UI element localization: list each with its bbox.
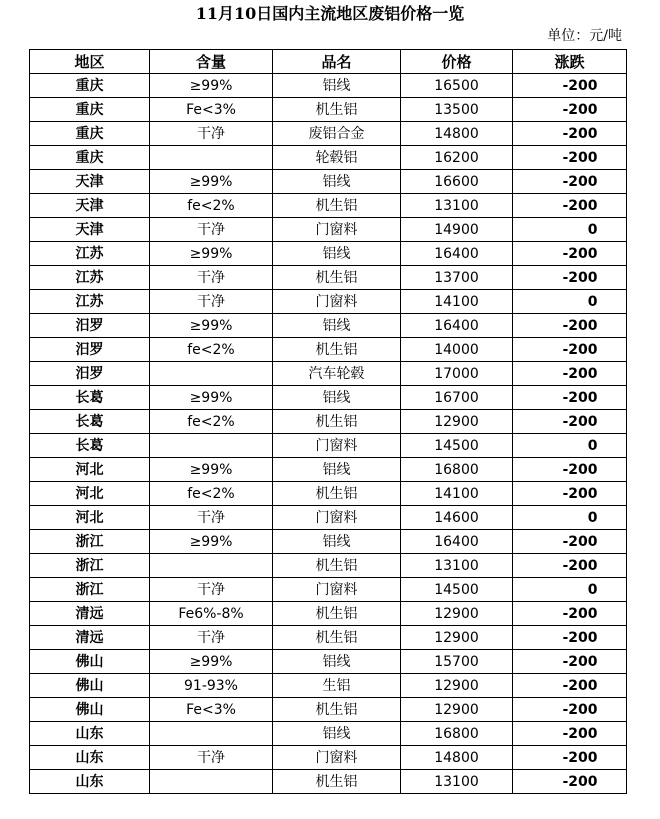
change-cell: [513, 218, 627, 242]
product-cell: 生铝: [273, 674, 401, 698]
table-row: [30, 74, 627, 98]
table-row: [30, 290, 627, 314]
price-cell: 14800: [401, 122, 513, 146]
content-cell: ≥99%: [150, 650, 273, 674]
change-cell: [513, 458, 627, 482]
table-row: [30, 218, 627, 242]
product-cell: 机生铝: [273, 98, 401, 122]
product-cell: 机生铝: [273, 602, 401, 626]
change-value: -200: [562, 341, 598, 358]
region-cell: 天津: [30, 170, 150, 194]
price-cell: 16800: [401, 458, 513, 482]
change-cell: [513, 146, 627, 170]
content-cell: [150, 770, 273, 794]
content-cell: ≥99%: [150, 458, 273, 482]
table-row: [30, 482, 627, 506]
change-value: -200: [562, 653, 598, 670]
change-value: 0: [587, 437, 598, 454]
region-cell: 清远: [30, 602, 150, 626]
product-cell: 机生铝: [273, 266, 401, 290]
table-row: [30, 722, 627, 746]
change-cell: [513, 506, 627, 530]
product-cell: 门窗料: [273, 218, 401, 242]
table-row: [30, 98, 627, 122]
change-value: -200: [562, 749, 598, 766]
change-cell: [513, 650, 627, 674]
content-cell: ≥99%: [150, 386, 273, 410]
price-cell: 16400: [401, 314, 513, 338]
price-cell: 16500: [401, 74, 513, 98]
change-cell: [513, 578, 627, 602]
content-cell: 干净: [150, 122, 273, 146]
content-cell: fe<2%: [150, 410, 273, 434]
product-cell: 机生铝: [273, 338, 401, 362]
content-cell: 干净: [150, 506, 273, 530]
region-cell: 山东: [30, 770, 150, 794]
table-row: [30, 554, 627, 578]
change-value: -200: [562, 533, 598, 550]
price-cell: 12900: [401, 626, 513, 650]
content-cell: fe<2%: [150, 194, 273, 218]
change-cell: [513, 602, 627, 626]
table-row: [30, 362, 627, 386]
table-row: [30, 650, 627, 674]
table-row: [30, 194, 627, 218]
region-cell: 河北: [30, 458, 150, 482]
change-cell: [513, 290, 627, 314]
price-cell: 13700: [401, 266, 513, 290]
price-cell: 14500: [401, 434, 513, 458]
region-cell: 重庆: [30, 146, 150, 170]
change-value: -200: [562, 701, 598, 718]
content-cell: ≥99%: [150, 242, 273, 266]
region-cell: 清远: [30, 626, 150, 650]
product-cell: 门窗料: [273, 746, 401, 770]
content-cell: ≥99%: [150, 314, 273, 338]
region-cell: 佛山: [30, 698, 150, 722]
region-cell: 长葛: [30, 410, 150, 434]
table-row: [30, 602, 627, 626]
price-cell: 14800: [401, 746, 513, 770]
change-cell: [513, 722, 627, 746]
unit-label: 单位：元/吨: [547, 28, 622, 44]
price-cell: 14900: [401, 218, 513, 242]
change-value: -200: [562, 317, 598, 334]
table-row: [30, 170, 627, 194]
product-cell: 铝线: [273, 242, 401, 266]
product-cell: 铝线: [273, 530, 401, 554]
region-cell: 汨罗: [30, 362, 150, 386]
change-value: -200: [562, 485, 598, 502]
content-cell: 干净: [150, 626, 273, 650]
price-cell: 13100: [401, 554, 513, 578]
table-row: [30, 122, 627, 146]
change-value: -200: [562, 677, 598, 694]
region-cell: 重庆: [30, 122, 150, 146]
product-cell: 门窗料: [273, 578, 401, 602]
price-cell: 13100: [401, 770, 513, 794]
price-cell: 16600: [401, 170, 513, 194]
change-value: -200: [562, 389, 598, 406]
content-cell: ≥99%: [150, 530, 273, 554]
change-value: -200: [562, 173, 598, 190]
product-cell: 铝线: [273, 314, 401, 338]
product-cell: 铝线: [273, 650, 401, 674]
region-cell: 江苏: [30, 290, 150, 314]
change-cell: [513, 674, 627, 698]
region-cell: 佛山: [30, 650, 150, 674]
price-cell: 16800: [401, 722, 513, 746]
change-cell: [513, 434, 627, 458]
change-value: 0: [587, 509, 598, 526]
price-cell: 16700: [401, 386, 513, 410]
product-cell: 废铝合金: [273, 122, 401, 146]
table-row: [30, 506, 627, 530]
price-cell: 13100: [401, 194, 513, 218]
change-cell: [513, 698, 627, 722]
change-cell: [513, 338, 627, 362]
change-cell: [513, 554, 627, 578]
price-cell: 14100: [401, 290, 513, 314]
change-cell: [513, 770, 627, 794]
change-value: -200: [562, 725, 598, 742]
product-cell: 铝线: [273, 722, 401, 746]
table-row: [30, 698, 627, 722]
table-body: [30, 74, 627, 794]
region-cell: 浙江: [30, 578, 150, 602]
change-value: -200: [562, 197, 598, 214]
content-cell: [150, 434, 273, 458]
region-cell: 河北: [30, 482, 150, 506]
table-row: [30, 266, 627, 290]
product-cell: 铝线: [273, 74, 401, 98]
product-cell: 汽车轮毂: [273, 362, 401, 386]
change-value: -200: [562, 365, 598, 382]
header-region: 地区: [30, 50, 150, 74]
change-value: -200: [562, 149, 598, 166]
content-cell: 干净: [150, 578, 273, 602]
content-cell: [150, 554, 273, 578]
change-cell: [513, 530, 627, 554]
table-row: [30, 458, 627, 482]
change-value: -200: [562, 557, 598, 574]
region-cell: 江苏: [30, 266, 150, 290]
product-cell: 机生铝: [273, 770, 401, 794]
price-cell: 13500: [401, 98, 513, 122]
change-value: -200: [562, 461, 598, 478]
change-value: -200: [562, 245, 598, 262]
table-row: [30, 626, 627, 650]
price-cell: 12900: [401, 698, 513, 722]
change-value: 0: [587, 293, 598, 310]
price-cell: 17000: [401, 362, 513, 386]
region-cell: 天津: [30, 194, 150, 218]
product-cell: 门窗料: [273, 434, 401, 458]
change-value: -200: [562, 773, 598, 790]
price-cell: 12900: [401, 602, 513, 626]
region-cell: 汨罗: [30, 314, 150, 338]
product-cell: 机生铝: [273, 482, 401, 506]
price-cell: 12900: [401, 410, 513, 434]
content-cell: [150, 362, 273, 386]
header-product: 品名: [273, 50, 401, 74]
change-cell: [513, 122, 627, 146]
table-row: [30, 410, 627, 434]
product-cell: 门窗料: [273, 506, 401, 530]
change-cell: [513, 242, 627, 266]
table-row: [30, 578, 627, 602]
change-cell: [513, 74, 627, 98]
change-cell: [513, 386, 627, 410]
table-row: [30, 746, 627, 770]
change-cell: [513, 170, 627, 194]
change-value: -200: [562, 605, 598, 622]
product-cell: 机生铝: [273, 698, 401, 722]
content-cell: 干净: [150, 746, 273, 770]
product-cell: 门窗料: [273, 290, 401, 314]
product-cell: 铝线: [273, 458, 401, 482]
change-cell: [513, 194, 627, 218]
change-value: -200: [562, 269, 598, 286]
change-cell: [513, 626, 627, 650]
table-header-row: [30, 50, 627, 74]
change-cell: [513, 362, 627, 386]
page-title: 11月10日国内主流地区废铝价格一览: [195, 4, 465, 23]
table-row: [30, 770, 627, 794]
content-cell: Fe<3%: [150, 98, 273, 122]
region-cell: 重庆: [30, 74, 150, 98]
change-cell: [513, 98, 627, 122]
region-cell: 浙江: [30, 554, 150, 578]
change-cell: [513, 410, 627, 434]
product-cell: 机生铝: [273, 194, 401, 218]
change-value: -200: [562, 101, 598, 118]
price-cell: 15700: [401, 650, 513, 674]
price-cell: 14100: [401, 482, 513, 506]
table-row: [30, 386, 627, 410]
table-row: [30, 530, 627, 554]
product-cell: 机生铝: [273, 554, 401, 578]
region-cell: 长葛: [30, 434, 150, 458]
table-row: [30, 434, 627, 458]
region-cell: 江苏: [30, 242, 150, 266]
price-cell: 12900: [401, 674, 513, 698]
product-cell: 铝线: [273, 170, 401, 194]
content-cell: [150, 722, 273, 746]
content-cell: Fe6%-8%: [150, 602, 273, 626]
table-row: [30, 146, 627, 170]
content-cell: [150, 146, 273, 170]
table-row: [30, 338, 627, 362]
region-cell: 浙江: [30, 530, 150, 554]
change-value: -200: [562, 413, 598, 430]
price-cell: 14000: [401, 338, 513, 362]
region-cell: 佛山: [30, 674, 150, 698]
change-cell: [513, 266, 627, 290]
change-value: -200: [562, 629, 598, 646]
table-row: [30, 314, 627, 338]
product-cell: 机生铝: [273, 626, 401, 650]
product-cell: 机生铝: [273, 410, 401, 434]
region-cell: 天津: [30, 218, 150, 242]
header-change: 涨跌: [513, 50, 627, 74]
change-value: 0: [587, 221, 598, 238]
change-cell: [513, 746, 627, 770]
price-cell: 16400: [401, 242, 513, 266]
header-price: 价格: [401, 50, 513, 74]
content-cell: Fe<3%: [150, 698, 273, 722]
product-cell: 轮毂铝: [273, 146, 401, 170]
region-cell: 山东: [30, 722, 150, 746]
region-cell: 河北: [30, 506, 150, 530]
region-cell: 汨罗: [30, 338, 150, 362]
change-cell: [513, 482, 627, 506]
price-cell: 14600: [401, 506, 513, 530]
product-cell: 铝线: [273, 386, 401, 410]
header-content: 含量: [150, 50, 273, 74]
region-cell: 重庆: [30, 98, 150, 122]
content-cell: 91-93%: [150, 674, 273, 698]
content-cell: fe<2%: [150, 482, 273, 506]
change-value: -200: [562, 125, 598, 142]
change-value: -200: [562, 77, 598, 94]
table-row: [30, 674, 627, 698]
price-cell: 16200: [401, 146, 513, 170]
content-cell: ≥99%: [150, 74, 273, 98]
content-cell: 干净: [150, 290, 273, 314]
price-cell: 14500: [401, 578, 513, 602]
content-cell: 干净: [150, 266, 273, 290]
region-cell: 长葛: [30, 386, 150, 410]
region-cell: 山东: [30, 746, 150, 770]
content-cell: ≥99%: [150, 170, 273, 194]
change-value: 0: [587, 581, 598, 598]
table-row: [30, 242, 627, 266]
price-table: [29, 49, 627, 794]
price-cell: 16400: [401, 530, 513, 554]
change-cell: [513, 314, 627, 338]
content-cell: fe<2%: [150, 338, 273, 362]
content-cell: 干净: [150, 218, 273, 242]
